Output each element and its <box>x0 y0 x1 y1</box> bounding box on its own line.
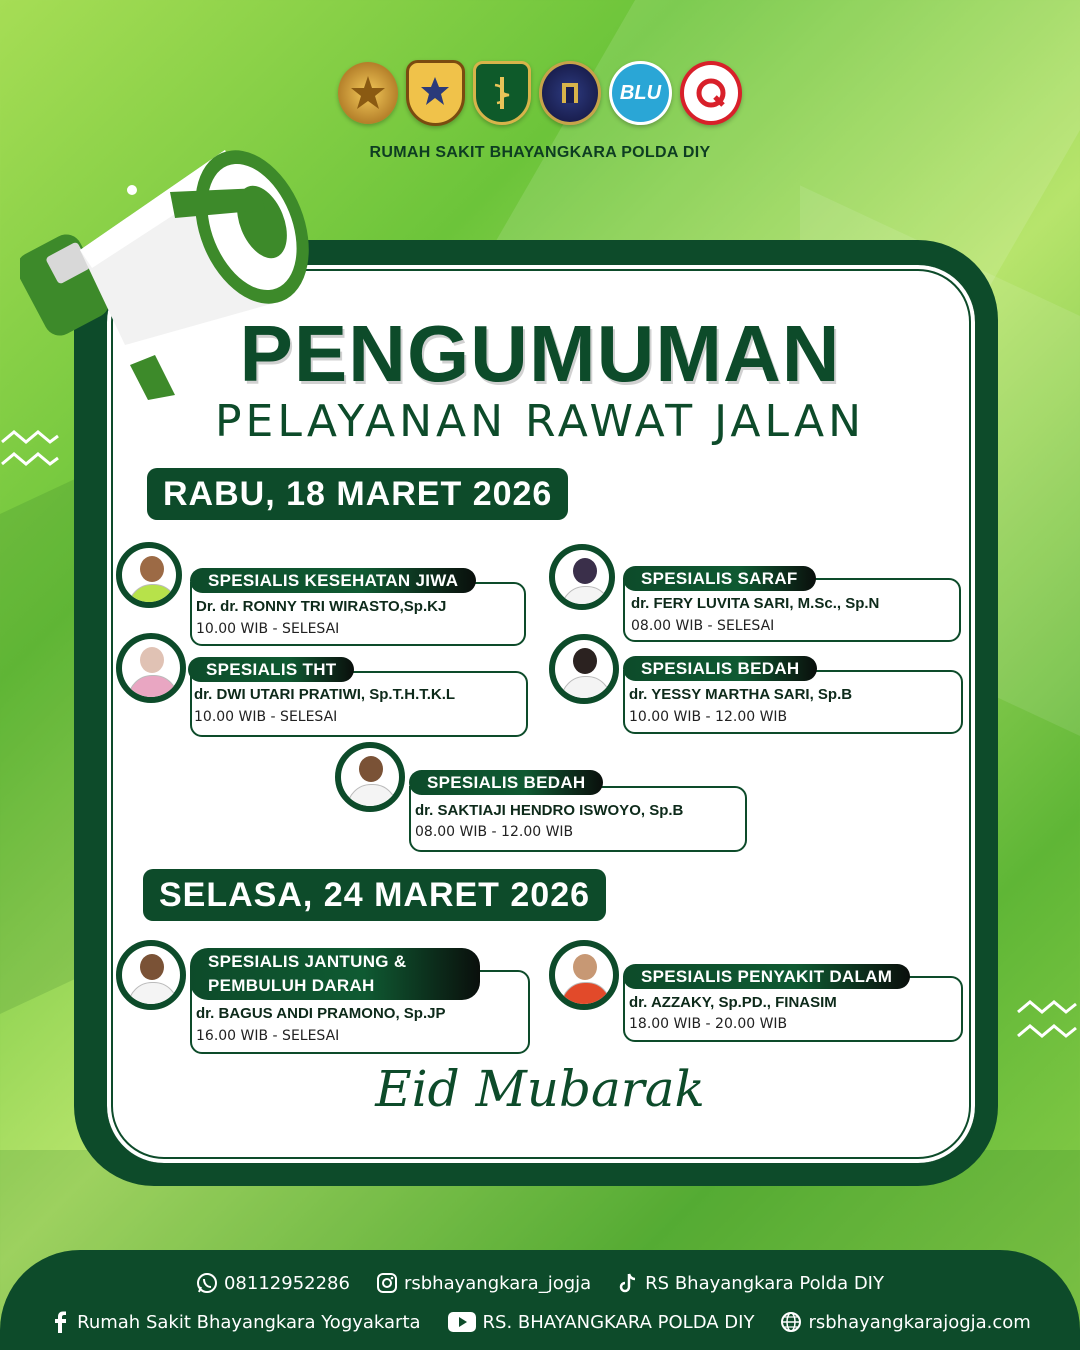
tiktok-handle: RS Bhayangkara Polda DIY <box>645 1272 884 1294</box>
practice-time: 08.00 WIB - SELESAI <box>631 618 775 634</box>
polda-diy-logo <box>406 60 464 126</box>
specialty-label <box>190 948 480 1000</box>
whatsapp-icon <box>196 1272 218 1294</box>
doctor-photo <box>116 542 182 608</box>
doctor-entry <box>335 742 747 852</box>
doctor-name: dr. BAGUS ANDI PRAMONO, Sp.JP <box>196 1005 446 1022</box>
zigzag-decoration <box>0 428 60 472</box>
specialty-label-line: PEMBULUH DARAH <box>208 976 375 995</box>
doctor-entry <box>116 940 530 1054</box>
doctor-name: dr. AZZAKY, Sp.PD., FINASIM <box>629 994 837 1011</box>
website-url: rsbhayangkarajogja.com <box>808 1311 1031 1333</box>
specialty-label: SPESIALIS KESEHATAN JIWA <box>190 568 476 593</box>
practice-time: 10.00 WIB - 12.00 WIB <box>629 709 788 725</box>
youtube-channel: RS. BHAYANGKARA POLDA DIY <box>482 1311 755 1333</box>
instagram-contact[interactable] <box>376 1272 591 1294</box>
schedule-date: SELASA, 24 MARET 2026 <box>143 869 606 921</box>
footer-contacts-row <box>0 1272 1080 1294</box>
doctor-entry <box>549 940 963 1042</box>
doctor-photo <box>335 742 405 812</box>
doctor-photo <box>116 633 186 703</box>
doctor-photo <box>549 940 619 1010</box>
zigzag-decoration <box>1016 998 1078 1044</box>
footer-bar <box>0 1250 1080 1350</box>
specialty-label-line: SPESIALIS JANTUNG & <box>208 952 407 971</box>
doctor-name: dr. SAKTIAJI HENDRO ISWOYO, Sp.B <box>415 802 684 819</box>
whatsapp-number: 08112952286 <box>223 1272 350 1294</box>
whatsapp-contact[interactable] <box>196 1272 350 1294</box>
website-contact[interactable] <box>780 1311 1030 1333</box>
specialty-label: SPESIALIS PENYAKIT DALAM <box>623 964 910 989</box>
globe-icon <box>780 1311 802 1333</box>
tiktok-contact[interactable] <box>617 1272 884 1294</box>
eid-greeting: Eid Mubarak <box>375 1060 705 1118</box>
youtube-icon <box>447 1311 477 1333</box>
announcement-title: PENGUMUMAN <box>239 309 841 398</box>
footer-contacts-row <box>0 1311 1080 1333</box>
youtube-contact[interactable] <box>447 1311 755 1333</box>
blu-logo <box>609 61 671 125</box>
hospital-name: RUMAH SAKIT BHAYANGKARA POLDA DIY <box>369 144 711 161</box>
announcement-subtitle: PELAYANAN RAWAT JALAN <box>215 396 865 447</box>
specialty-label: SPESIALIS SARAF <box>623 566 816 591</box>
doctor-name: dr. DWI UTARI PRATIWI, Sp.T.H.T.K.L <box>194 686 456 703</box>
facebook-page: Rumah Sakit Bhayangkara Yogyakarta <box>77 1311 421 1333</box>
practice-time: 10.00 WIB - SELESAI <box>196 621 340 637</box>
specialty-label: SPESIALIS THT <box>188 657 354 682</box>
doctor-entry <box>549 634 963 734</box>
logo-bar <box>338 58 742 128</box>
doctor-photo <box>549 544 615 610</box>
specialty-label: SPESIALIS BEDAH <box>623 656 817 681</box>
doctor-name: dr. YESSY MARTHA SARI, Sp.B <box>629 686 853 703</box>
quality-logo <box>680 61 742 125</box>
doctor-name: Dr. dr. RONNY TRI WIRASTO,Sp.KJ <box>196 598 447 615</box>
practice-time: 10.00 WIB - SELESAI <box>194 709 338 725</box>
university-logo <box>539 61 601 125</box>
medical-logo <box>473 61 531 125</box>
blu-logo-text: BLU <box>619 81 662 104</box>
instagram-handle: rsbhayangkara_jogja <box>403 1272 592 1294</box>
practice-time: 18.00 WIB - 20.00 WIB <box>629 1016 788 1032</box>
doctor-info-box <box>409 786 747 852</box>
doctor-photo <box>116 940 186 1010</box>
specialty-label: SPESIALIS BEDAH <box>409 770 603 795</box>
facebook-icon <box>49 1311 71 1333</box>
practice-time: 08.00 WIB - 12.00 WIB <box>415 824 574 840</box>
doctor-entry <box>549 544 961 644</box>
doctor-photo <box>549 634 619 704</box>
doctor-name: dr. FERY LUVITA SARI, M.Sc., Sp.N <box>631 595 880 612</box>
facebook-contact[interactable] <box>49 1311 420 1333</box>
police-logo <box>338 62 398 124</box>
doctor-entry <box>116 633 528 735</box>
schedule-date: RABU, 18 MARET 2026 <box>147 468 568 520</box>
instagram-icon <box>376 1272 398 1294</box>
tiktok-icon <box>617 1272 639 1294</box>
practice-time: 16.00 WIB - SELESAI <box>196 1028 340 1044</box>
